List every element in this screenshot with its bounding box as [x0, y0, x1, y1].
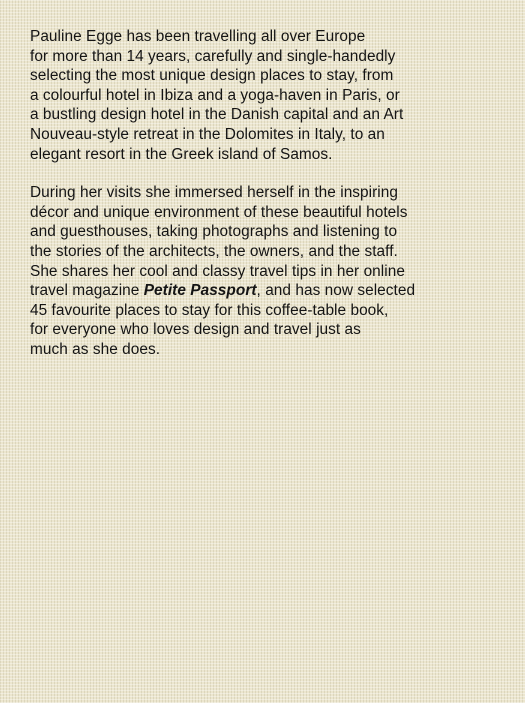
text-line: and guesthouses, taking photographs and listening to	[30, 223, 398, 241]
intro-paragraph	[30, 27, 505, 164]
magazine-title: Petite Passport	[143, 282, 257, 300]
text-line: selecting the most unique design places to stay, from	[30, 67, 394, 85]
text-line: a colourful hotel in Ibiza and a yoga-haven in Paris, or	[30, 86, 400, 104]
magazine-text-line	[30, 281, 505, 301]
text-line: Nouveau-style retreat in the Dolomites in Italy, to an	[30, 125, 385, 143]
text-line: Pauline Egge has been travelling all over Europe	[30, 28, 366, 45]
text-line: the stories of the architects, the owners, and the staff.	[30, 242, 398, 260]
description-paragraph	[30, 183, 505, 359]
text-line: She shares her cool and classy travel tips in her online	[30, 262, 405, 280]
text-segment: travel magazine	[30, 282, 144, 300]
text-line: for more than 14 years, carefully and single-handedly	[30, 47, 396, 65]
text-line: a bustling design hotel in the Danish capital and an Art	[30, 106, 404, 124]
text-line: 45 favourite places to stay for this coffee-table book,	[30, 301, 389, 319]
text-line: elegant resort in the Greek island of Samos.	[30, 145, 333, 163]
text-line: During her visits she immersed herself in the inspiring	[30, 184, 398, 202]
text-line: for everyone who loves design and travel just as	[30, 321, 361, 339]
text-line: much as she does.	[30, 340, 161, 358]
text-segment: , and has now selected	[256, 282, 416, 300]
text-line: décor and unique environment of these beautiful hotels	[30, 203, 408, 221]
